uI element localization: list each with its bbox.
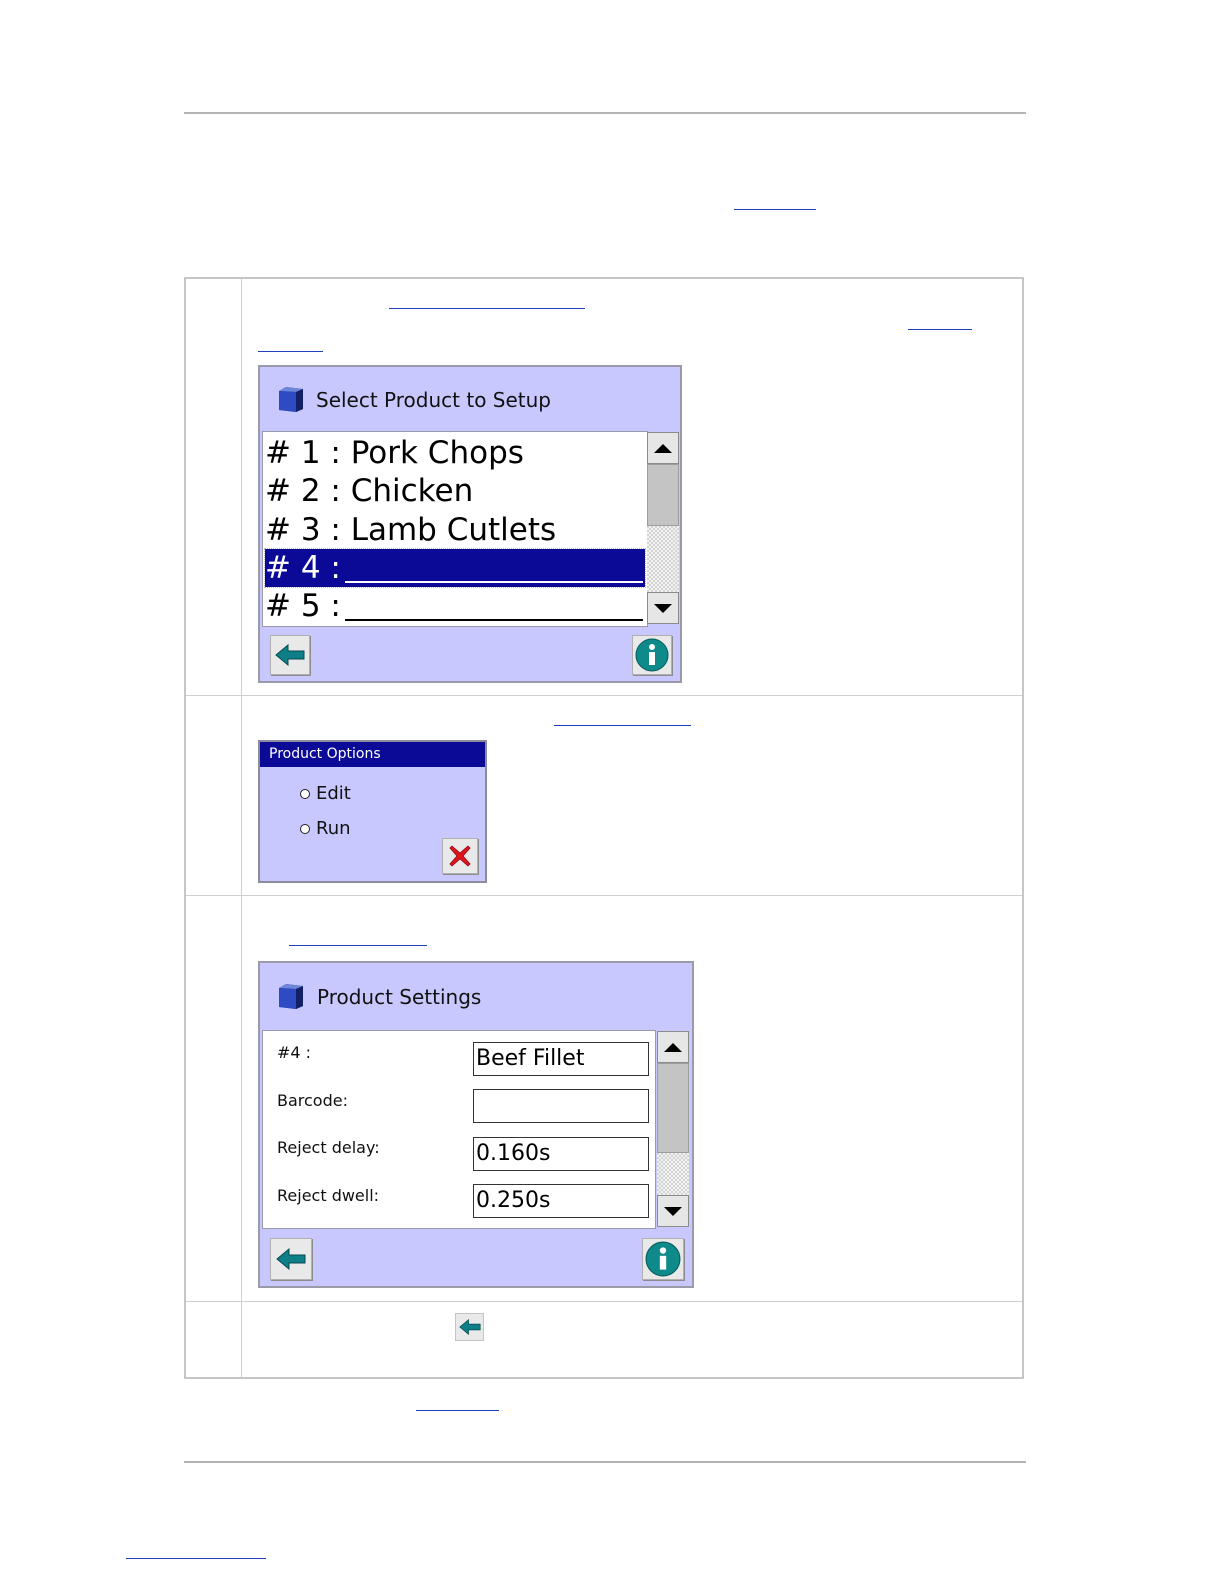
settings-form — [262, 1030, 656, 1229]
screen-title: Select Product to Setup — [316, 388, 551, 412]
dialog-title: Product Options — [260, 742, 485, 767]
list-item-label: # 4 : — [265, 550, 341, 586]
scroll-down-button[interactable] — [657, 1195, 689, 1227]
scroll-down-button[interactable] — [647, 592, 679, 624]
radio-button-icon[interactable] — [300, 789, 310, 799]
link-underline[interactable] — [416, 1410, 499, 1411]
screen-title: Product Settings — [317, 985, 482, 1009]
link-underline[interactable] — [126, 1558, 266, 1559]
product-cube-icon — [276, 385, 304, 413]
product-list[interactable] — [262, 431, 648, 627]
inline-back-button-image — [455, 1313, 484, 1341]
header-rule — [184, 112, 1026, 114]
step-number-column-divider — [241, 279, 242, 1377]
radio-option-run[interactable] — [300, 818, 351, 839]
back-button[interactable] — [270, 1238, 312, 1280]
scroll-thumb[interactable] — [647, 464, 679, 526]
radio-label: Edit — [316, 783, 351, 804]
list-item-label: # 3 : Lamb Cutlets — [265, 512, 557, 548]
radio-label: Run — [316, 818, 351, 839]
list-item-selected[interactable] — [265, 549, 645, 587]
info-icon — [645, 1241, 681, 1277]
close-button[interactable] — [442, 838, 478, 874]
field-label-name: #4 : — [277, 1043, 312, 1062]
list-item[interactable] — [265, 434, 645, 472]
footer-rule — [184, 1461, 1026, 1463]
form-scrollbar[interactable] — [657, 1031, 689, 1227]
close-icon — [448, 844, 472, 868]
reject-dwell-field[interactable]: 0.250s — [473, 1184, 649, 1218]
list-item[interactable] — [265, 472, 645, 510]
list-item[interactable] — [265, 511, 645, 549]
barcode-field[interactable] — [473, 1089, 649, 1123]
empty-name-underline — [345, 619, 643, 621]
field-label-reject-dwell: Reject dwell: — [277, 1186, 380, 1205]
back-arrow-icon — [275, 644, 305, 666]
list-scrollbar[interactable] — [647, 432, 679, 624]
product-settings-screen — [258, 961, 694, 1288]
link-underline[interactable] — [734, 209, 816, 210]
row-divider — [186, 695, 1022, 696]
reject-delay-field[interactable]: 0.160s — [473, 1137, 649, 1171]
product-cube-icon — [276, 982, 304, 1010]
info-icon — [635, 638, 669, 672]
field-label-reject-delay: Reject delay: — [277, 1138, 380, 1157]
chevron-down-icon — [664, 1207, 682, 1216]
product-name-field[interactable]: Beef Fillet — [473, 1042, 649, 1076]
info-button[interactable] — [642, 1238, 684, 1280]
chevron-down-icon — [654, 604, 672, 613]
list-item[interactable] — [265, 587, 645, 625]
list-item-label: # 2 : Chicken — [265, 473, 474, 509]
select-product-screen — [258, 365, 682, 683]
back-button[interactable] — [270, 635, 310, 675]
list-item-label: # 5 : — [265, 588, 341, 624]
scroll-thumb[interactable] — [657, 1063, 689, 1153]
list-item-label: # 1 : Pork Chops — [265, 435, 524, 471]
radio-button-icon[interactable] — [300, 824, 310, 834]
info-button[interactable] — [632, 635, 672, 675]
back-arrow-icon — [459, 1319, 481, 1335]
chevron-up-icon — [664, 1043, 682, 1052]
empty-name-underline — [345, 581, 643, 583]
row-divider — [186, 895, 1022, 896]
back-arrow-icon — [276, 1248, 306, 1270]
radio-option-edit[interactable] — [300, 783, 351, 804]
chevron-up-icon — [654, 444, 672, 453]
scroll-up-button[interactable] — [657, 1031, 689, 1063]
product-options-dialog — [258, 740, 487, 883]
row-divider — [186, 1301, 1022, 1302]
field-label-barcode: Barcode: — [277, 1091, 348, 1110]
scroll-up-button[interactable] — [647, 432, 679, 464]
